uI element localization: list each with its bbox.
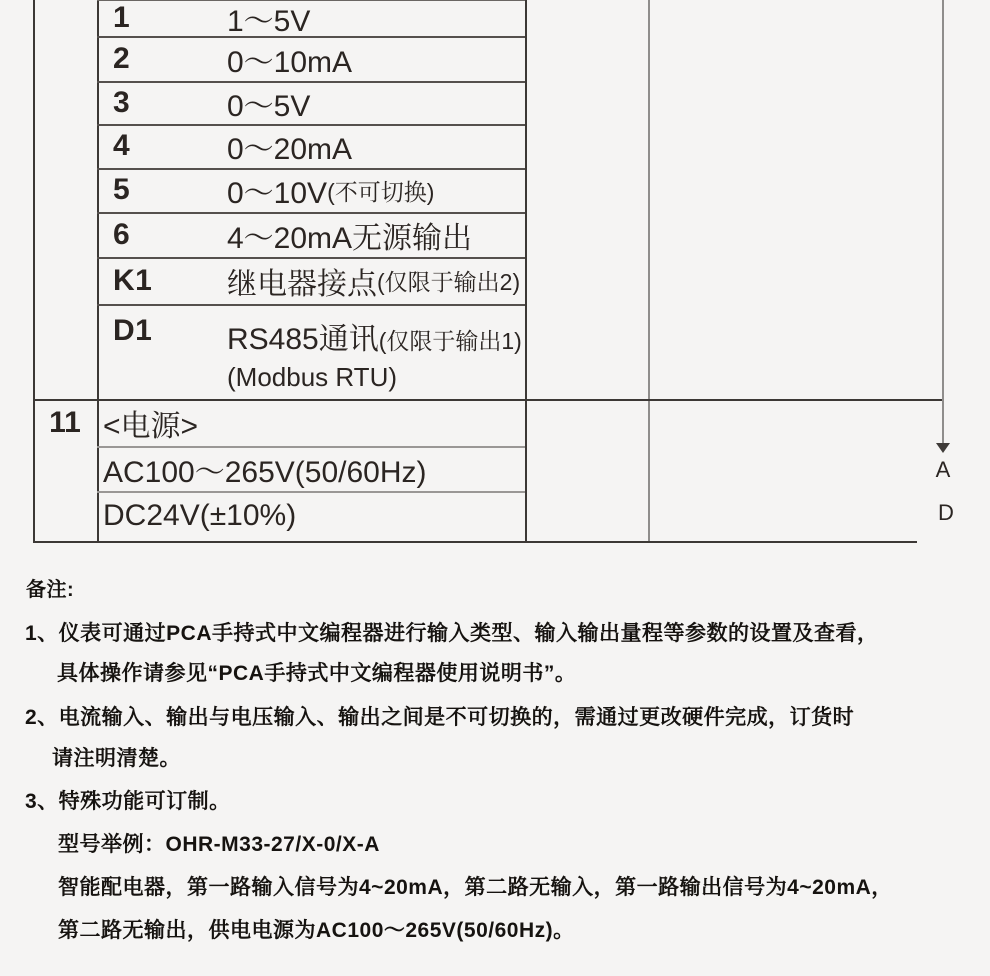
- option-note: (不可切换): [327, 178, 435, 205]
- power-option: DC24V(±10%): [103, 499, 297, 532]
- table-row: [97, 304, 525, 400]
- note-model-example: 型号举例：OHR-M33-27/X-0/X-A: [58, 833, 380, 856]
- option-desc: 0～5V: [227, 89, 311, 123]
- leader-line: [942, 0, 944, 445]
- table-bottom-border: [33, 541, 917, 543]
- option-desc: 0～10mA: [227, 45, 353, 79]
- power-header: <电源>: [103, 410, 199, 443]
- row-index-cell: 11: [49, 406, 81, 439]
- note-line: 1、仪表可通过PCA手持式中文编程器进行输入类型、输入输出量程等参数的设置及查看，: [25, 622, 879, 645]
- power-option: AC100～265V(50/60Hz): [103, 455, 427, 489]
- table-row: [97, 81, 525, 124]
- leader-label-a: A: [935, 457, 951, 482]
- table-row: [97, 491, 525, 541]
- table-row: [97, 446, 525, 491]
- note-line: 智能配电器，第一路输入信号为4~20mA，第二路无输入，第一路输出信号为4~20mA，: [58, 876, 893, 899]
- table-row: [97, 168, 525, 212]
- option-code: 5: [113, 173, 131, 206]
- leader-label-d: D: [938, 500, 954, 525]
- option-desc: RS485通讯(仅限于输出1): [227, 323, 522, 356]
- option-code: 1: [113, 1, 131, 34]
- option-desc-line2: (Modbus RTU): [227, 362, 398, 392]
- table-border-col3: [648, 0, 650, 542]
- notes-title: 备注:: [26, 579, 75, 601]
- table-border-col2: [525, 0, 527, 543]
- option-code: K1: [113, 263, 153, 297]
- option-note: (仅限于输出2): [377, 269, 521, 295]
- note-line: 3、特殊功能可订制。: [25, 790, 231, 813]
- option-code: 2: [113, 41, 131, 75]
- note-line: 具体操作请参见“PCA手持式中文编程器使用说明书”。: [57, 662, 577, 685]
- note-line: 2、电流输入、输出与电压输入、输出之间是不可切换的，需通过更改硬件完成，订货时: [25, 706, 855, 729]
- option-code: D1: [113, 314, 153, 347]
- table-row: [97, 212, 525, 257]
- option-desc: 0～10V: [227, 177, 328, 210]
- option-code: 6: [113, 217, 131, 251]
- table-row: [97, 36, 525, 81]
- table-border-left: [33, 0, 35, 543]
- note-line: 请注明清楚。: [52, 747, 181, 770]
- option-code: 4: [113, 129, 131, 162]
- arrow-down-icon: [936, 443, 950, 453]
- table-row: [97, 400, 525, 446]
- note-line: 第二路无输出，供电电源为AC100～265V(50/60Hz)。: [58, 919, 575, 942]
- option-code: 3: [113, 85, 131, 119]
- option-desc: 1～5V: [227, 5, 311, 38]
- option-desc: 4～20mA无源输出: [227, 221, 473, 255]
- table-row: [97, 124, 525, 168]
- table-row: [97, 257, 525, 304]
- option-desc: 0～20mA: [227, 133, 353, 166]
- table-row: [97, 0, 525, 36]
- option-desc: 继电器接点: [227, 267, 377, 301]
